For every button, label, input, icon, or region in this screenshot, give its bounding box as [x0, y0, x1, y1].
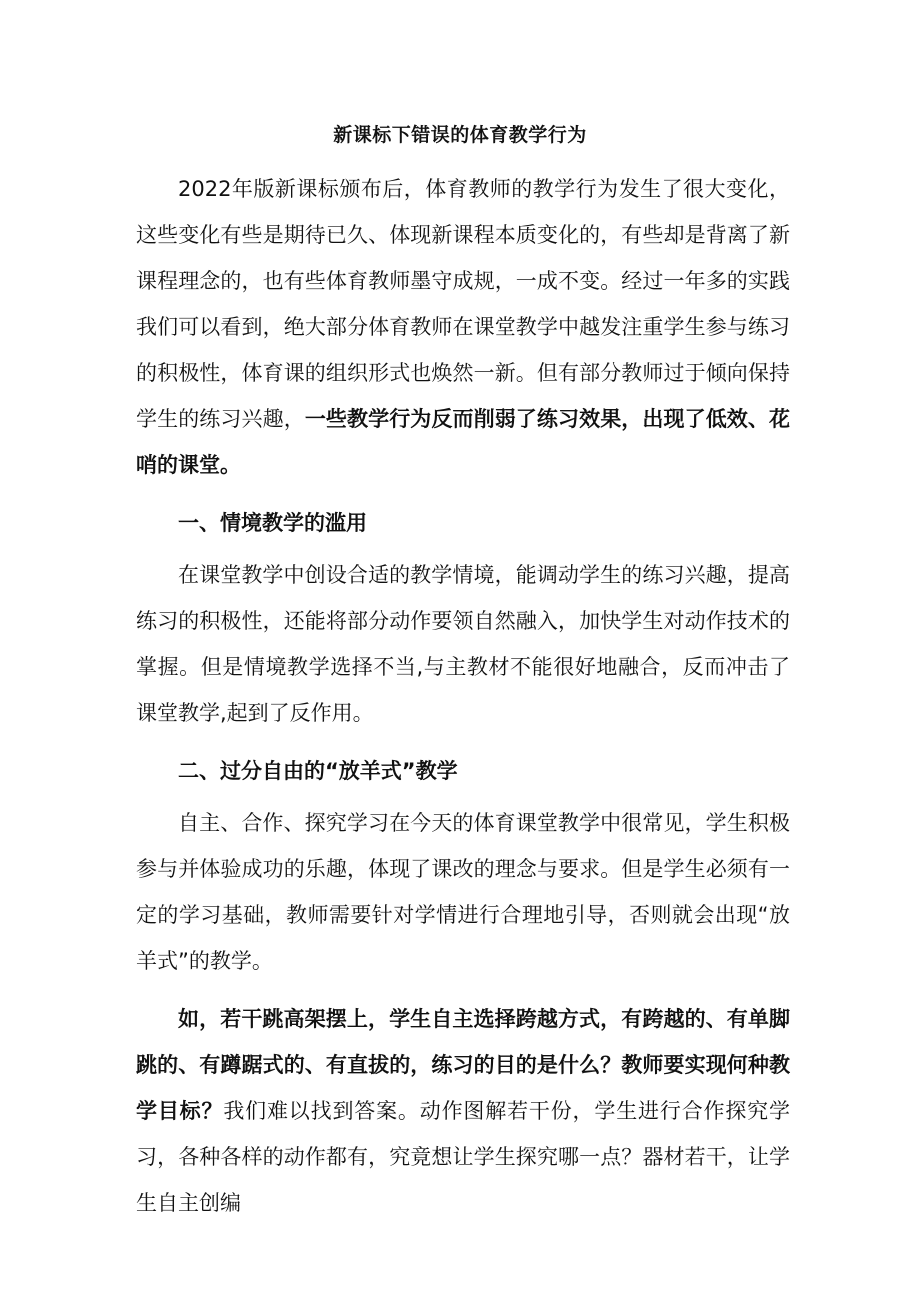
intro-bold-text: 一些教学行为反而削弱了练习效果，出现了低效、花哨的课堂。 [136, 407, 791, 477]
section-1-heading: 一、情境教学的滥用 [178, 511, 367, 535]
example-text: 我们难以找到答案。动作图解若干份，学生进行合作探究学习，各种各样的动作都有，究竟想让学生探究哪一点？器材若干，让学生自主创编 [136, 1099, 790, 1215]
intro-paragraph [136, 166, 790, 488]
document-body [136, 166, 790, 1226]
example-paragraph [136, 996, 790, 1226]
intro-text: 2022年版新课标颁布后，体育教师的教学行为发生了很大变化，这些变化有些是期待已久、体现新课程本质变化的，有些却是背离了新课程理念的，也有些体育教师墨守成规，一成不变。经过一年多的实践我们可以看到，绝大部分体育教师在课堂教学中越发注重学生参与练习的积极性，体育课的组织形式也焕然一新。但有部分教师过于倾向保持学生的练习兴趣， [136, 177, 790, 431]
section-2-paragraph: 自主、合作、探究学习在今天的体育课堂教学中很常见，学生积极参与并体验成功的乐趣，体现了课改的理念与要求。但是学生必须有一定的学习基础，教师需要针对学情进行合理地引导，否则就会出现“放羊式”的教学。 [136, 811, 790, 973]
section-1-paragraph: 在课堂教学中创设合适的教学情境，能调动学生的练习兴趣，提高练习的积极性，还能将部分动作要领自然融入，加快学生对动作技术的掌握。但是情境教学选择不当,与主教材不能很好地融合，反而冲击了课堂教学,起到了反作用。 [136, 563, 790, 725]
example-bold-text: 如，若干跳高架摆上，学生自主选择跨越方式，有跨越的、有单脚跳的、有蹲踞式的、有直拔的，练习的目的是什么？教师要实现何种教学目标？ [136, 1007, 790, 1123]
document-title: 新课标下错误的体育教学行为 [333, 124, 587, 146]
section-2-heading: 二、过分自由的“放羊式”教学 [178, 759, 458, 783]
